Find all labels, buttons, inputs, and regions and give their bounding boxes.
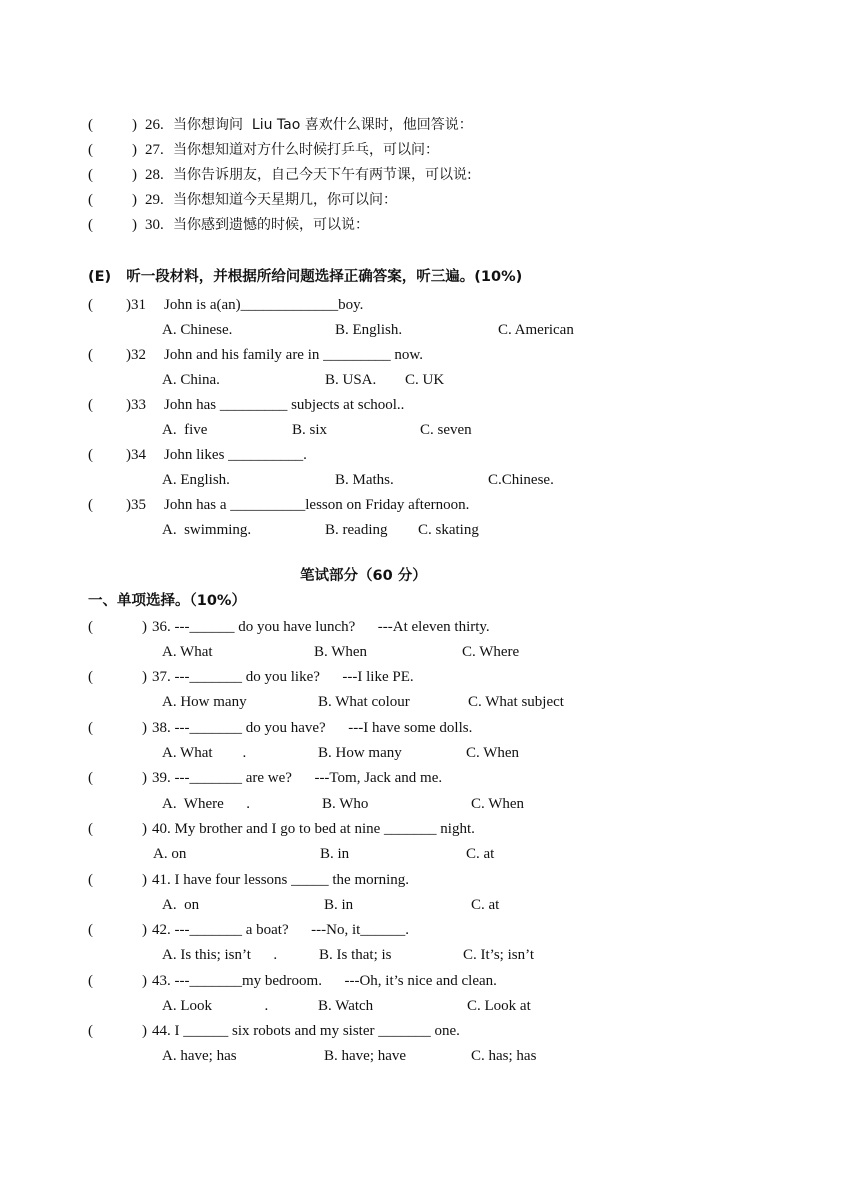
q37-question: 37. ---_______ do you like? ---I like PE.	[152, 669, 414, 685]
e-35-question: John has a __________lesson on Friday afternoon.	[164, 497, 470, 513]
q38-option-a: A. What .	[162, 745, 247, 761]
d-27-num: 27.	[145, 142, 164, 158]
q38-option-c: C. When	[466, 745, 520, 761]
q42-option-a: A. Is this; isn’t .	[162, 947, 278, 963]
d-27-text: 当你想知道对方什么时候打乒乓，可以问：	[173, 142, 439, 158]
q38-close: )	[142, 720, 147, 736]
q43-option-b: B. Watch	[318, 998, 374, 1014]
q44-option-b: B. have; have	[324, 1048, 407, 1064]
q39-option-a: A. Where .	[162, 796, 251, 812]
q40-option-c: C. at	[466, 846, 495, 862]
q39-open: (	[88, 770, 93, 786]
q37-option-a: A. How many	[162, 694, 247, 710]
q41-question: 41. I have four lessons _____ the morning.	[152, 872, 410, 888]
d-26-text: 当你想询问 Liu Tao 喜欢什么课时，他回答说：	[173, 117, 473, 133]
q39-option-b: B. Who	[322, 796, 369, 812]
e-32-question: John and his family are in _________ now.	[164, 347, 423, 363]
q41-option-b: B. in	[324, 897, 354, 913]
q44-close: )	[142, 1023, 147, 1039]
q36-option-c: C. Where	[462, 644, 520, 660]
e-33-option-c: C. seven	[420, 422, 472, 438]
e-33-question: John has _________ subjects at school..	[164, 397, 405, 413]
d-29-close: )	[132, 192, 137, 208]
e-34-open: (	[88, 447, 93, 463]
e-33-option-b: B. six	[292, 422, 328, 438]
q44-option-a: A. have; has	[162, 1048, 237, 1064]
q37-open: (	[88, 669, 93, 685]
q44-open: (	[88, 1023, 93, 1039]
q38-open: (	[88, 720, 93, 736]
e-33-option-a: A. five	[162, 422, 208, 438]
q43-option-a: A. Look .	[162, 998, 269, 1014]
d-30-num: 30.	[145, 217, 164, 233]
d-26-open: (	[88, 117, 93, 133]
e-35-option-b: B. reading	[325, 522, 388, 538]
q36-option-b: B. When	[314, 644, 368, 660]
e-35-option-a: A. swimming.	[162, 522, 252, 538]
d-26-num: 26.	[145, 117, 164, 133]
q41-close: )	[142, 872, 147, 888]
e-32-option-b: B. USA.	[325, 372, 377, 388]
e-32-option-c: C. UK	[405, 372, 445, 388]
e-31-close: )31	[126, 297, 146, 313]
q43-open: (	[88, 973, 93, 989]
d-26-close: )	[132, 117, 137, 133]
e-31-option-c: C. American	[498, 322, 574, 338]
e-33-open: (	[88, 397, 93, 413]
q36-option-a: A. What	[162, 644, 213, 660]
q44-question: 44. I ______ six robots and my sister _______ one.	[152, 1023, 460, 1039]
q40-option-a: A. on	[153, 846, 187, 862]
q37-option-c: C. What subject	[468, 694, 564, 710]
q36-close: )	[142, 619, 147, 635]
e-34-question: John likes __________.	[164, 447, 307, 463]
e-31-open: (	[88, 297, 93, 313]
q42-open: (	[88, 922, 93, 938]
d-30-text: 当你感到遗憾的时候，可以说：	[173, 217, 369, 233]
q40-option-b: B. in	[320, 846, 350, 862]
q37-option-b: B. What colour	[318, 694, 410, 710]
q38-option-b: B. How many	[318, 745, 402, 761]
part-e-heading: (E) 听一段材料，并根据所给问题选择正确答案，听三遍。(10%)	[88, 269, 523, 285]
e-31-option-b: B. English.	[335, 322, 403, 338]
q42-option-c: C. It’s; isn’t	[463, 947, 534, 963]
section-heading-single-choice: 一、单项选择。（10%）	[88, 593, 246, 609]
d-29-num: 29.	[145, 192, 164, 208]
q43-question: 43. ---_______my bedroom. ---Oh, it’s nice and clean.	[152, 973, 497, 989]
d-28-text: 当你告诉朋友，自己今天下午有两节课，可以说:	[173, 167, 472, 183]
q43-close: )	[142, 973, 147, 989]
e-32-option-a: A. China.	[162, 372, 220, 388]
e-34-option-a: A. English.	[162, 472, 230, 488]
q43-option-c: C. Look at	[467, 998, 531, 1014]
q36-open: (	[88, 619, 93, 635]
e-35-open: (	[88, 497, 93, 513]
d-30-close: )	[132, 217, 137, 233]
q44-option-c: C. has; has	[471, 1048, 537, 1064]
q41-option-c: C. at	[471, 897, 500, 913]
q40-close: )	[142, 821, 147, 837]
q40-open: (	[88, 821, 93, 837]
q39-question: 39. ---_______ are we? ---Tom, Jack and me.	[152, 770, 443, 786]
e-31-option-a: A. Chinese.	[162, 322, 233, 338]
e-34-close: )34	[126, 447, 146, 463]
d-29-open: (	[88, 192, 93, 208]
e-35-close: )35	[126, 497, 146, 513]
q39-option-c: C. When	[471, 796, 525, 812]
d-30-open: (	[88, 217, 93, 233]
e-35-option-c: C. skating	[418, 522, 479, 538]
q42-question: 42. ---_______ a boat? ---No, it______.	[152, 922, 410, 938]
d-28-num: 28.	[145, 167, 164, 183]
e-32-close: )32	[126, 347, 146, 363]
q36-question: 36. ---______ do you have lunch? ---At eleven thirty.	[152, 619, 490, 635]
q41-option-a: A. on	[162, 897, 200, 913]
d-27-close: )	[132, 142, 137, 158]
q38-question: 38. ---_______ do you have? ---I have some dolls.	[152, 720, 473, 736]
written-part-title: 笔试部分（60 分）	[300, 568, 427, 584]
e-33-close: )33	[126, 397, 146, 413]
e-34-option-b: B. Maths.	[335, 472, 394, 488]
q42-close: )	[142, 922, 147, 938]
d-28-open: (	[88, 167, 93, 183]
q39-close: )	[142, 770, 147, 786]
e-31-question: John is a(an)_____________boy.	[164, 297, 364, 313]
e-34-option-c: C.Chinese.	[488, 472, 554, 488]
d-27-open: (	[88, 142, 93, 158]
q42-option-b: B. Is that; is	[319, 947, 392, 963]
e-32-open: (	[88, 347, 93, 363]
d-28-close: )	[132, 167, 137, 183]
q37-close: )	[142, 669, 147, 685]
q40-question: 40. My brother and I go to bed at nine _______ night.	[152, 821, 475, 837]
q41-open: (	[88, 872, 93, 888]
d-29-text: 当你想知道今天星期几，你可以问：	[173, 192, 397, 208]
